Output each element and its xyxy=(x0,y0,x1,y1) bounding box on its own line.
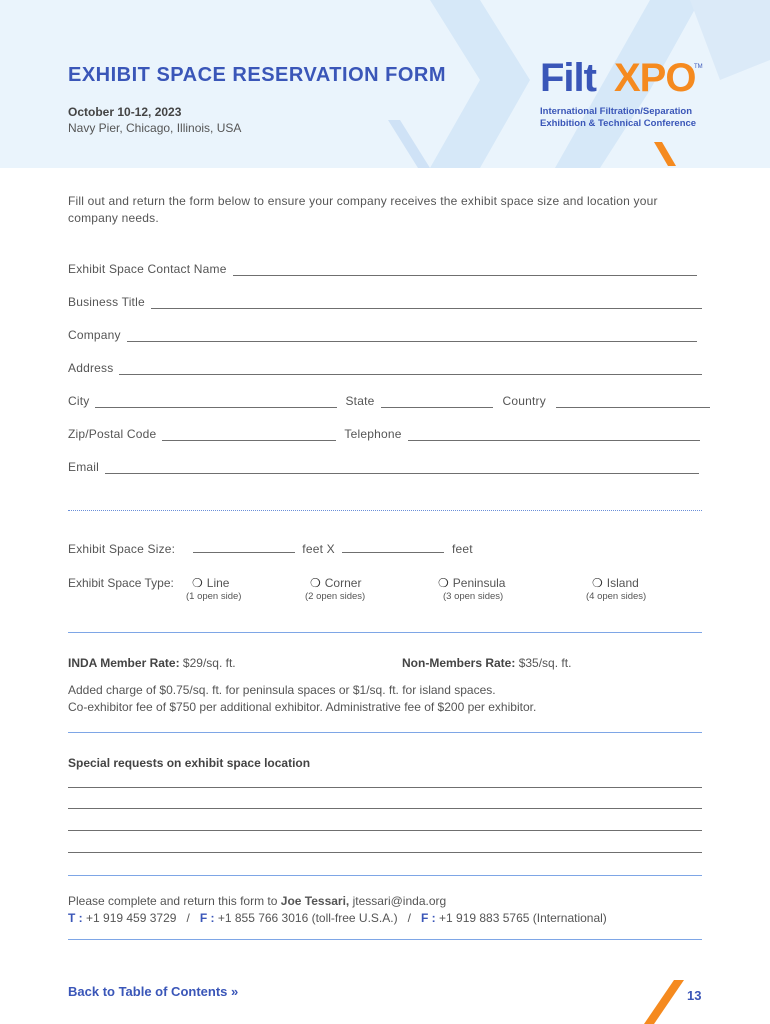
phone-value: +1 919 459 3729 xyxy=(86,911,177,925)
company-field xyxy=(68,328,697,342)
separator: / xyxy=(186,911,190,925)
company-input[interactable] xyxy=(127,330,697,342)
charges-line1: Added charge of $0.75/sq. ft. for peninsula spaces or $1/sq. ft. for island spaces. xyxy=(68,683,496,697)
city-input[interactable] xyxy=(95,396,337,408)
phone-key: T : xyxy=(68,911,83,925)
city-label: City xyxy=(68,394,90,408)
special-requests-line[interactable] xyxy=(68,787,702,788)
option-peninsula-label: Peninsula xyxy=(452,576,506,590)
intro-text: Fill out and return the form below to ensure your company receives the exhibit space size and location your company needs. xyxy=(68,194,658,225)
option-island[interactable] xyxy=(586,576,647,602)
checkbox-icon[interactable]: ❍ xyxy=(310,576,321,590)
state-label: State xyxy=(345,394,375,408)
option-island-label: Island xyxy=(606,576,639,590)
logo-subtitle xyxy=(540,106,696,130)
logo-filt-text: Filt xyxy=(540,56,596,100)
special-requests-heading: Special requests on exhibit space location xyxy=(68,756,311,770)
exhibit-space-size-row xyxy=(68,541,473,556)
logo-subtitle-line1: International Filtration/Separation xyxy=(540,106,693,117)
nonmember-rate-value: $35/sq. ft. xyxy=(518,656,572,670)
telephone-label: Telephone xyxy=(344,427,402,441)
fax-intl-key: F : xyxy=(420,911,436,925)
state-input[interactable] xyxy=(381,396,493,408)
member-rate-label: INDA Member Rate: xyxy=(68,656,180,670)
fax-tollfree-value: +1 855 766 3016 (toll-free U.S.A.) xyxy=(217,911,398,925)
filtxpo-logo xyxy=(540,50,710,168)
zip-label: Zip/Postal Code xyxy=(68,427,157,441)
option-corner-sub: (2 open sides) xyxy=(305,591,366,602)
email-input[interactable] xyxy=(105,462,699,474)
charges-line2: Co-exhibitor fee of $750 per additional exhibitor. Administrative fee of $200 per exhibitor. xyxy=(68,700,537,714)
space-depth-input[interactable] xyxy=(342,541,444,553)
company-label: Company xyxy=(68,328,121,342)
contact-info xyxy=(68,893,607,927)
contact-name: Joe Tessari, xyxy=(280,894,350,908)
option-corner-label: Corner xyxy=(324,576,362,590)
logo-subtitle-line2: Exhibition & Technical Conference xyxy=(540,118,697,129)
email-label: Email xyxy=(68,460,100,474)
event-date: October 10-12, 2023 xyxy=(68,105,182,119)
business-title-input[interactable] xyxy=(151,297,702,309)
additional-charges xyxy=(68,682,536,716)
zip-telephone-row xyxy=(68,427,700,441)
feet-x-label: feet X xyxy=(302,542,335,556)
option-corner[interactable] xyxy=(305,576,366,602)
contact-name-label: Exhibit Space Contact Name xyxy=(68,262,227,276)
footer-orange-slash-icon xyxy=(644,980,684,1024)
option-peninsula-sub: (3 open sides) xyxy=(443,591,504,602)
logo-xpo-text: XPO xyxy=(614,56,696,100)
checkbox-icon[interactable]: ❍ xyxy=(192,576,203,590)
contact-email[interactable]: jtessari@inda.org xyxy=(352,894,447,908)
business-title-label: Business Title xyxy=(68,295,145,309)
nonmember-rate-label: Non-Members Rate: xyxy=(402,656,516,670)
section-divider xyxy=(68,939,702,940)
address-label: Address xyxy=(68,361,114,375)
option-line-label: Line xyxy=(206,576,230,590)
special-requests-line[interactable] xyxy=(68,830,702,831)
contact-name-input[interactable] xyxy=(233,264,697,276)
email-field xyxy=(68,460,699,474)
contact-prefix: Please complete and return this form to xyxy=(68,894,278,908)
option-island-sub: (4 open sides) xyxy=(586,591,647,602)
fax-key: F : xyxy=(199,911,215,925)
special-requests-line[interactable] xyxy=(68,808,702,809)
space-type-label: Exhibit Space Type: xyxy=(68,576,174,590)
address-field xyxy=(68,361,702,375)
event-venue: Navy Pier, Chicago, Illinois, USA xyxy=(68,121,242,135)
address-input[interactable] xyxy=(119,363,702,375)
section-divider xyxy=(68,510,702,511)
logo-trademark: TM xyxy=(694,64,703,70)
back-to-contents-link[interactable]: Back to Table of Contents » xyxy=(68,984,239,999)
logo-orange-slash-icon xyxy=(654,142,684,168)
space-size-label: Exhibit Space Size: xyxy=(68,542,176,556)
section-divider xyxy=(68,632,702,633)
contact-name-field xyxy=(68,262,697,276)
space-width-input[interactable] xyxy=(193,541,295,553)
member-rate-value: $29/sq. ft. xyxy=(182,656,236,670)
checkbox-icon[interactable]: ❍ xyxy=(438,576,449,590)
page-title: EXHIBIT SPACE RESERVATION FORM xyxy=(68,64,446,86)
section-divider xyxy=(68,875,702,876)
zip-input[interactable] xyxy=(162,429,336,441)
separator: / xyxy=(407,911,411,925)
option-line-sub: (1 open side) xyxy=(186,591,242,602)
business-title-field xyxy=(68,295,702,309)
option-peninsula[interactable] xyxy=(438,576,506,602)
fax-intl-value: +1 919 883 5765 (International) xyxy=(439,911,607,925)
option-line[interactable] xyxy=(186,576,242,602)
header-banner xyxy=(0,0,770,168)
nonmember-rate xyxy=(402,656,571,670)
special-requests-line[interactable] xyxy=(68,852,702,853)
country-input[interactable] xyxy=(556,396,710,408)
page-number: 13 xyxy=(687,988,702,1003)
city-state-country-row xyxy=(68,394,710,408)
telephone-input[interactable] xyxy=(408,429,700,441)
member-rate xyxy=(68,656,236,670)
feet-label: feet xyxy=(451,542,473,556)
country-label: Country xyxy=(502,394,546,408)
checkbox-icon[interactable]: ❍ xyxy=(592,576,603,590)
section-divider xyxy=(68,732,702,733)
